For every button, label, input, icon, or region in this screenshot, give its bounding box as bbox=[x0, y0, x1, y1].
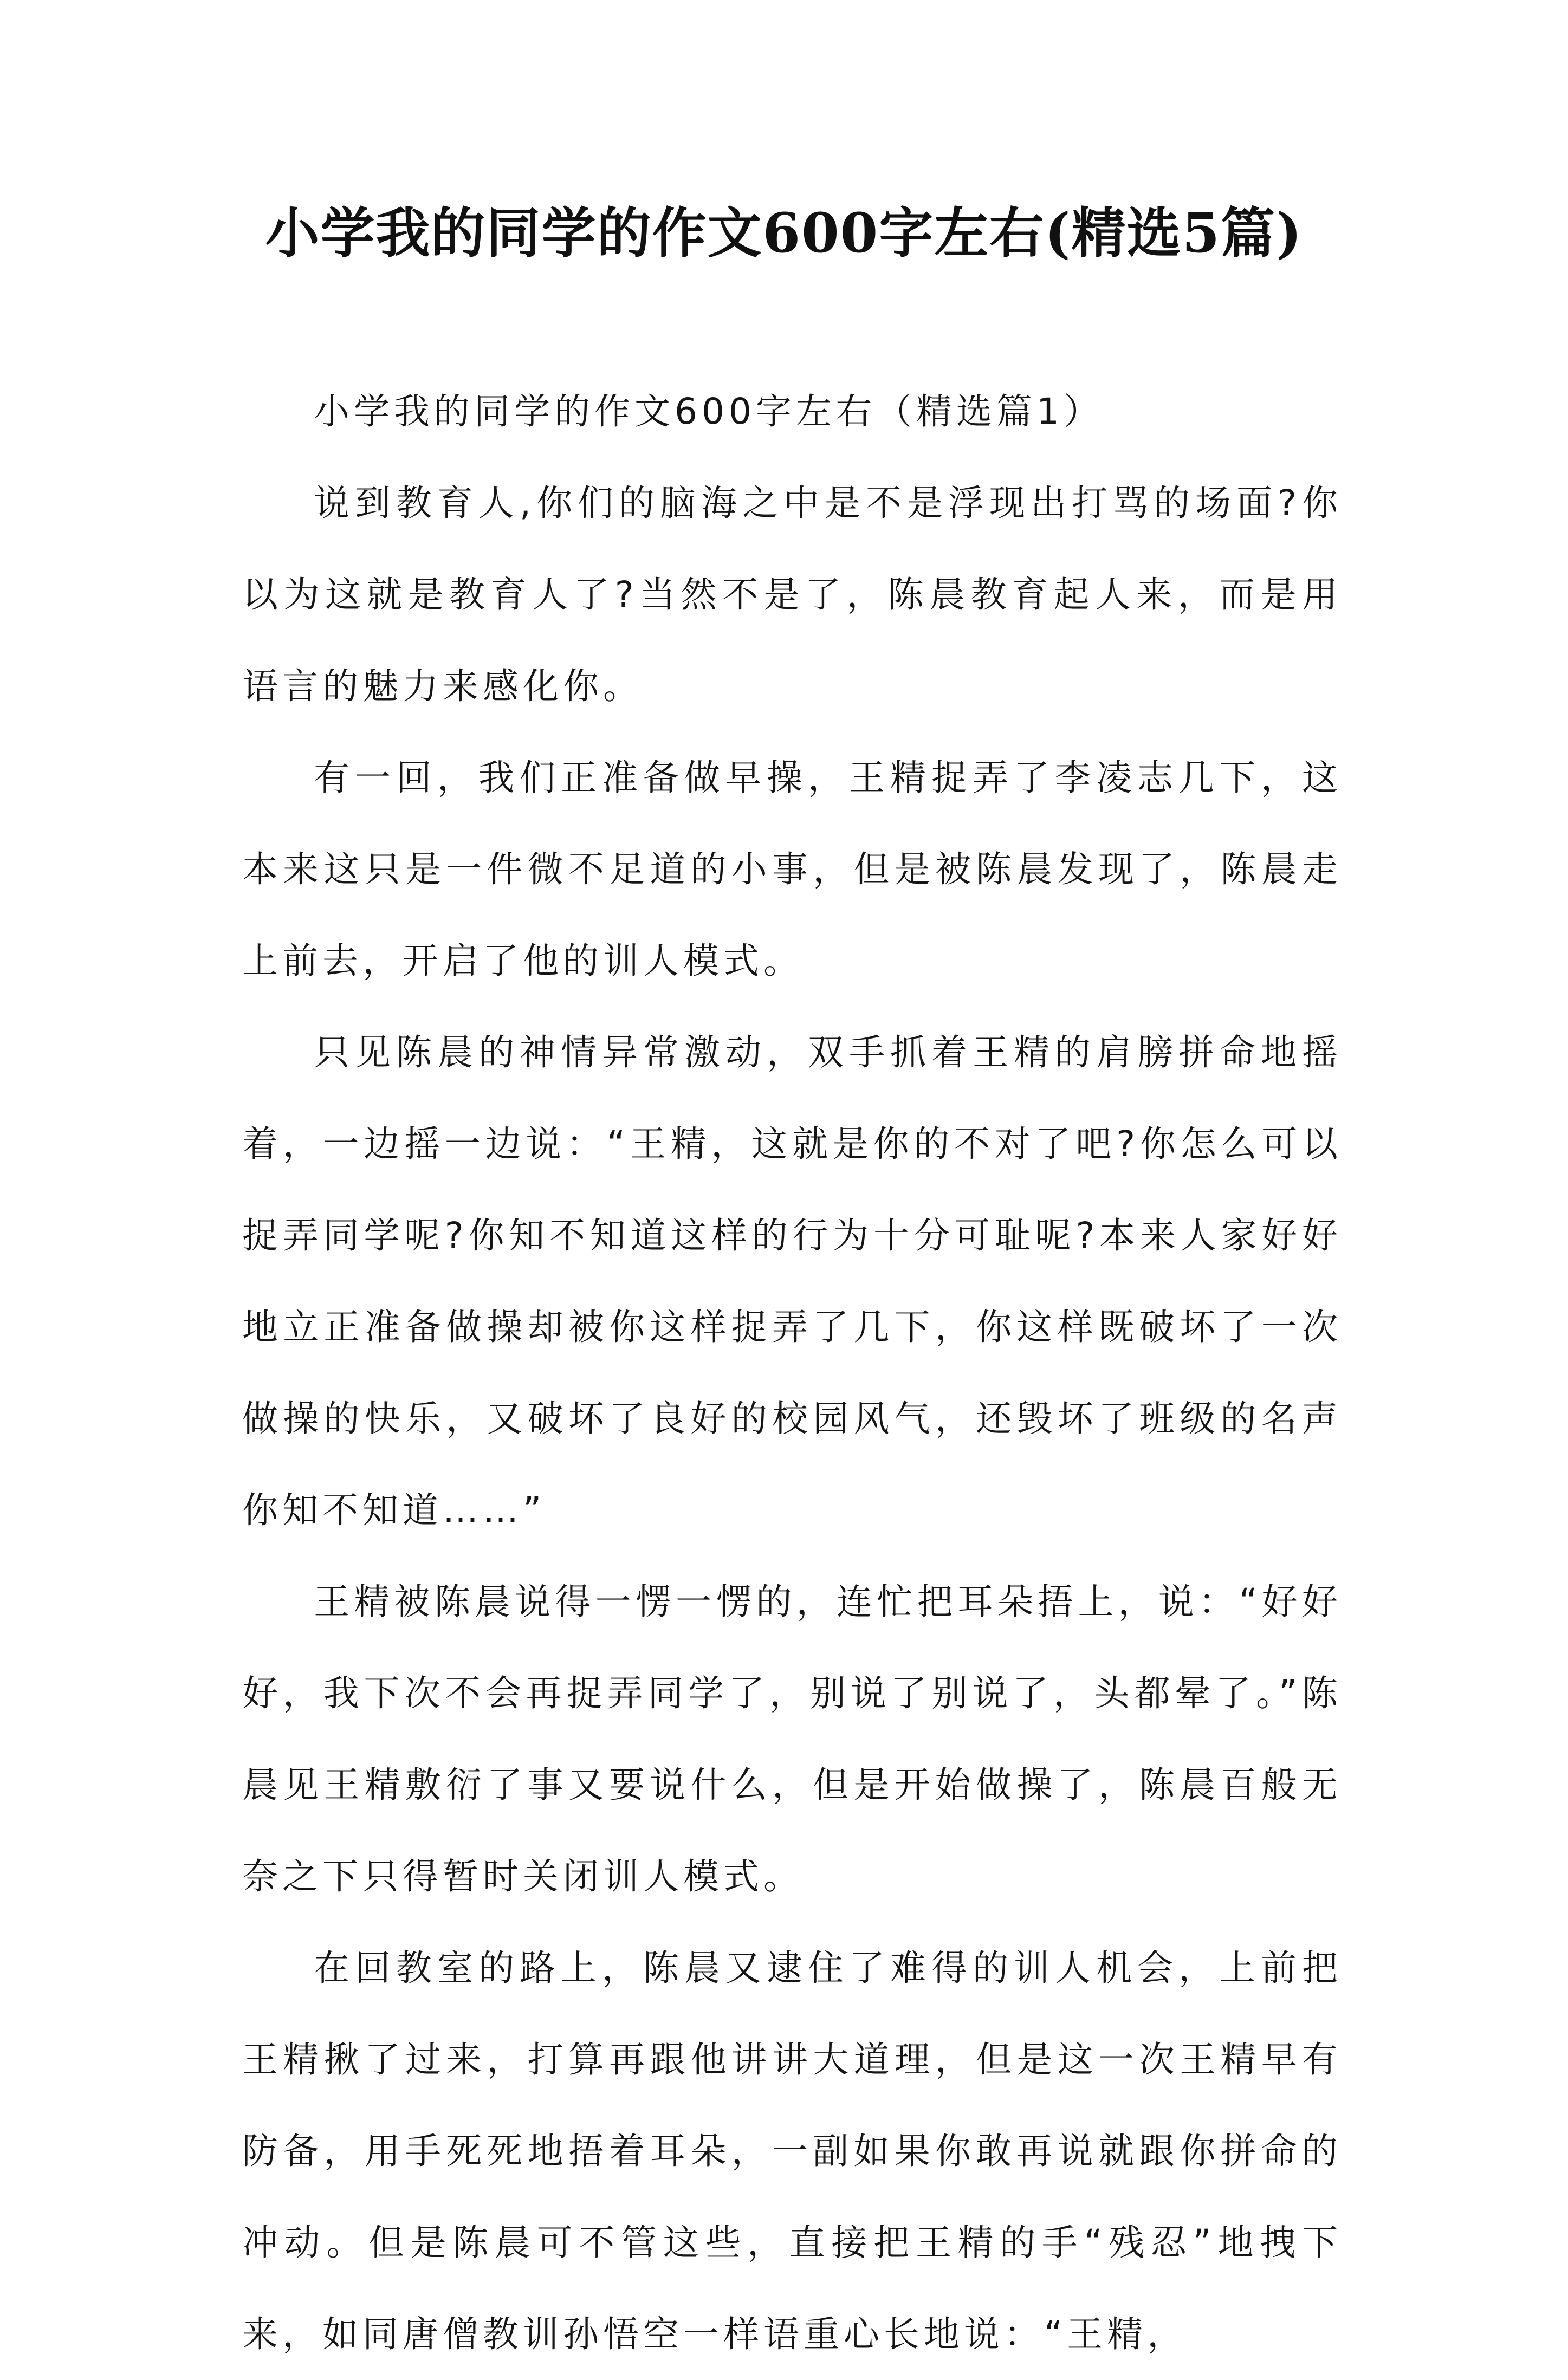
paragraph: 说到教育人,你们的脑海之中是不是浮现出打骂的场面?你以为这就是教育人了?当然不是了，陈晨教育起人来，而是用语言的魅力来感化你。 bbox=[242, 482, 1342, 707]
paragraph: 只见陈晨的神情异常激动，双手抓着王精的肩膀拼命地摇着，一边摇一边说：“王精，这就是你的不对了吧?你怎么可以捉弄同学呢?你知不知道这样的行为十分可耻呢?本来人家好好地立正准备做操却被你这样捉弄了几下，你这样既破坏了一次做操的快乐，又破坏了良好的校园风气，还毁坏了班级的名声你知不知道……” bbox=[242, 1032, 1342, 1531]
document-title: 小学我的同学的作文600字左右(精选5篇) bbox=[265, 201, 1303, 265]
paragraph: 王精被陈晨说得一愣一愣的，连忙把耳朵捂上，说：“好好好，我下次不会再捉弄同学了，别说了别说了，头都晕了。”陈晨见王精敷衍了事又要说什么，但是开始做操了，陈晨百般无奈之下只得暂时关闭训人模式。 bbox=[242, 1581, 1342, 1897]
paragraph: 有一回，我们正准备做早操，王精捉弄了李凌志几下，这本来这只是一件微不足道的小事，但是被陈晨发现了，陈晨走上前去，开启了他的训人模式。 bbox=[242, 757, 1342, 982]
paragraph: 在回教室的路上，陈晨又逮住了难得的训人机会，上前把王精揪了过来，打算再跟他讲讲大道理，但是这一次王精早有防备，用手死死地捂着耳朵，一副如果你敢再说就跟你拼命的冲动。但是陈晨可不管这些，直接把王精的手“残忍”地拽下来，如同唐僧教训孙悟空一样语重心长地说：“王精， bbox=[242, 1947, 1342, 2355]
document-body bbox=[242, 366, 1342, 2380]
section-heading: 小学我的同学的作文600字左右（精选篇1） bbox=[314, 391, 1104, 432]
